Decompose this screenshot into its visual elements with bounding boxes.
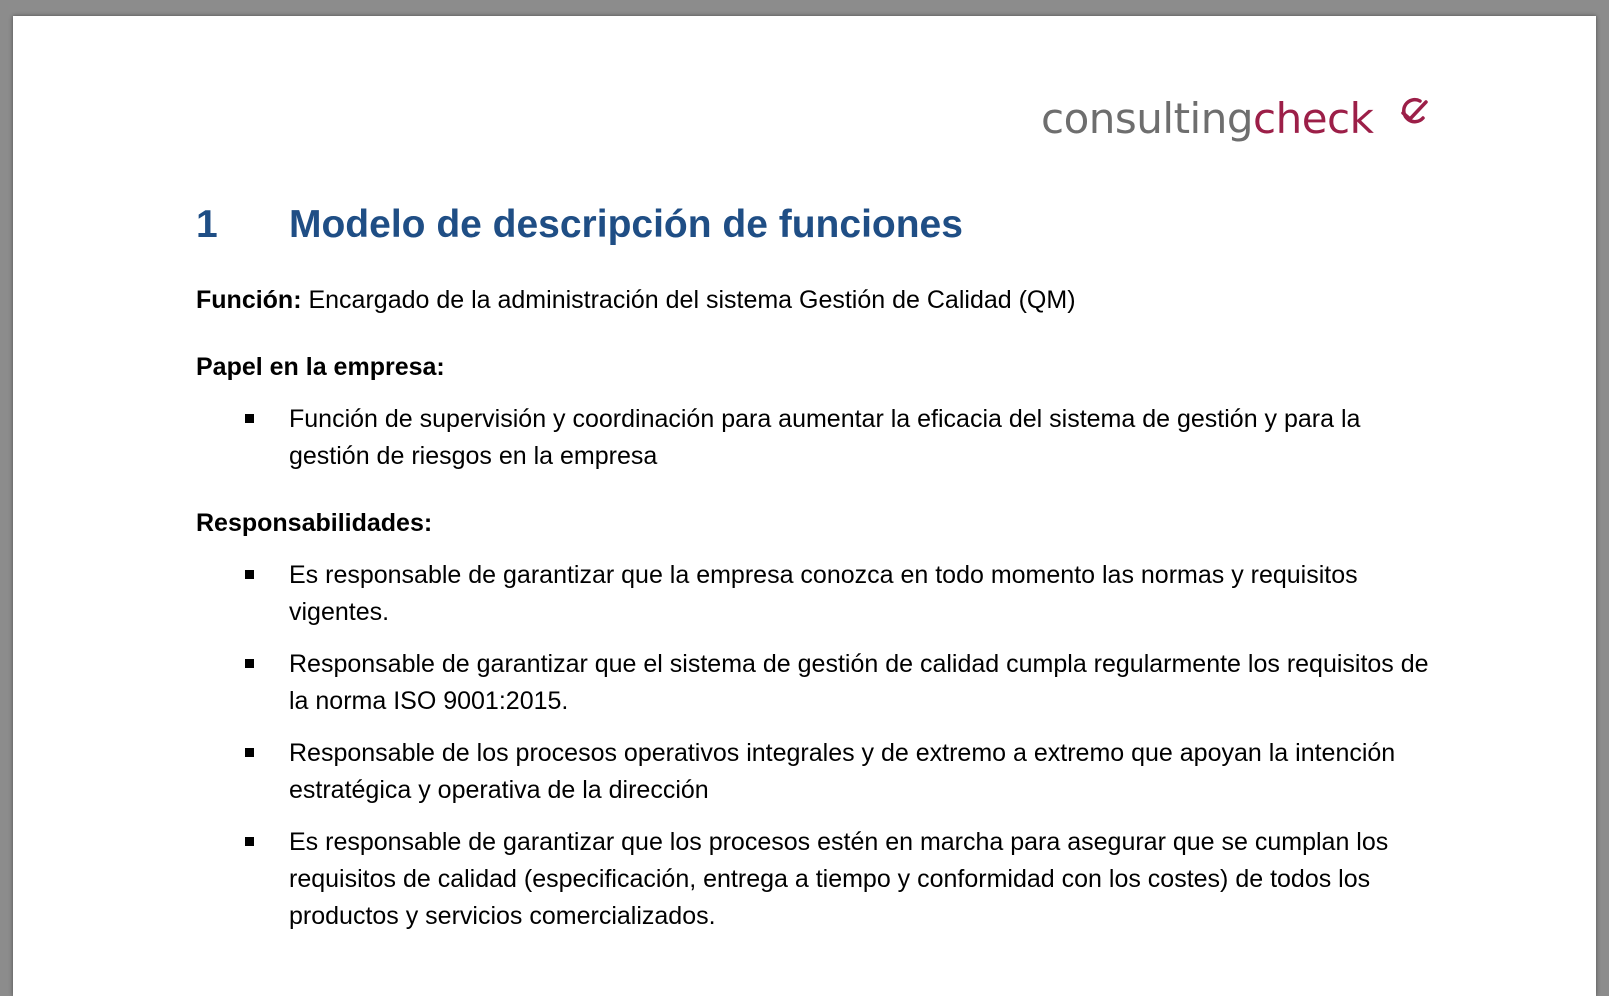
check-swoosh-icon xyxy=(1393,96,1429,128)
list-item xyxy=(196,735,1436,809)
bullet-square-icon xyxy=(245,659,254,668)
papel-list xyxy=(196,401,1436,490)
consultingcheck-logo xyxy=(1041,94,1374,143)
bullet-square-icon xyxy=(245,570,254,579)
logo-text-check: check xyxy=(1253,94,1374,143)
funcion-value: Encargado de la administración del sistema Gestión de Calidad (QM) xyxy=(301,286,1076,314)
funcion-label: Función: xyxy=(196,286,302,314)
list-item-text: Es responsable de garantizar que los procesos estén en marcha para asegurar que se cumplan los requisitos de calidad (especificación, entrega a tiempo y conformidad con los costes) de todos los productos y servicios comercializados. xyxy=(289,828,1389,930)
list-item xyxy=(196,646,1436,720)
logo-text-consulting: consulting xyxy=(1041,94,1253,143)
list-item xyxy=(196,824,1436,935)
section-heading xyxy=(196,202,963,249)
document-page xyxy=(13,16,1596,996)
list-item-text: Responsable de garantizar que el sistema de gestión de calidad cumpla regularmente los requisitos de la norma ISO 9001:2015. xyxy=(289,650,1429,715)
bullet-square-icon xyxy=(245,414,254,423)
papel-label: Papel en la empresa: xyxy=(196,353,445,381)
list-item-text: Función de supervisión y coordinación para aumentar la eficacia del sistema de gestión y para la gestión de riesgos en la empresa xyxy=(289,405,1361,470)
bullet-square-icon xyxy=(245,837,254,846)
responsabilidades-label: Responsabilidades: xyxy=(196,509,433,537)
funcion-line xyxy=(196,282,1436,319)
list-item-text: Responsable de los procesos operativos integrales y de extremo a extremo que apoyan la intención estratégica y operativa de la dirección xyxy=(289,739,1396,804)
heading-title: Modelo de descripción de funciones xyxy=(289,203,963,246)
list-item xyxy=(196,401,1436,475)
list-item xyxy=(196,557,1436,631)
list-item-text: Es responsable de garantizar que la empresa conozca en todo momento las normas y requisitos vigentes. xyxy=(289,561,1358,626)
heading-number: 1 xyxy=(196,203,218,246)
responsabilidades-list xyxy=(196,557,1436,950)
bullet-square-icon xyxy=(245,748,254,757)
